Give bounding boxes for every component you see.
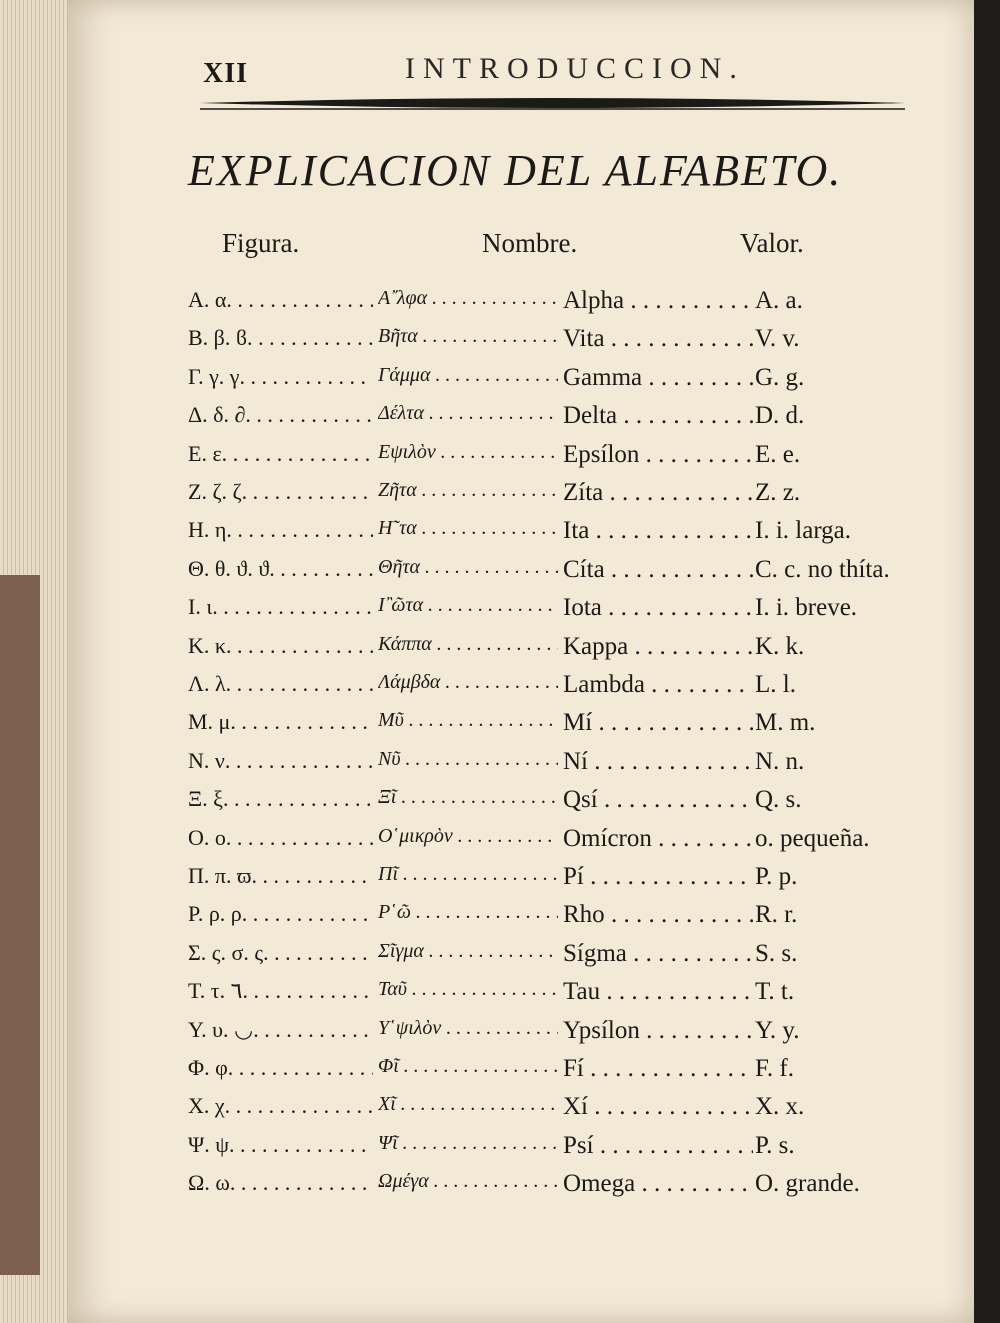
nombre-greek-cell: Ταῦ . . . — [378, 978, 558, 1001]
valor-cell: V. v. — [755, 325, 800, 353]
figura-cell: Κ. κ. . . . — [188, 633, 373, 659]
table-row — [0, 1170, 1000, 1206]
table-row — [0, 479, 1000, 515]
valor-cell: A. a. — [755, 287, 803, 314]
figura-cell: Τ. τ. ٦. . . . — [188, 978, 373, 1004]
figura-cell: Θ. θ. ϑ. ϑ. . . . — [188, 556, 373, 582]
figura-cell: Ο. ο. . . . — [188, 825, 373, 851]
column-header-figura: Figura. — [222, 228, 300, 258]
nombre-greek-cell: Η῀τα . . . — [378, 517, 558, 540]
nombre-greek-cell: Ζῆτα . . . — [378, 479, 558, 502]
valor-cell: S. s. — [755, 939, 798, 967]
nombre-cell: Epsílon . . . — [563, 441, 753, 469]
nombre-cell: Xí . . . — [563, 1093, 753, 1121]
valor-cell: K. k. — [755, 632, 805, 660]
header-rule — [200, 96, 905, 110]
nombre-cell: Cíta . . . — [563, 556, 753, 584]
table-row — [0, 1055, 1000, 1091]
nombre-greek-cell: Ξῖ . . . — [378, 786, 558, 809]
table-row — [0, 748, 1000, 784]
figura-cell: Ε. ε. . . . — [188, 441, 373, 467]
nombre-greek-cell: Ι῍ῶτα . . . — [378, 594, 558, 617]
table-row — [0, 325, 1000, 361]
nombre-cell: Ypsílon . . . — [563, 1017, 753, 1045]
figura-cell: Σ. ς. σ. ς. . . . — [188, 940, 373, 966]
nombre-greek-cell: Υ῾ψιλὸν . . . — [378, 1017, 558, 1040]
table-row — [0, 633, 1000, 669]
nombre-greek-cell: Νῦ . . . — [378, 748, 558, 771]
figura-cell: Μ. μ. . . . — [188, 709, 373, 735]
valor-cell: D. d. — [755, 402, 805, 430]
table-row — [0, 940, 1000, 976]
table-row — [0, 1093, 1000, 1129]
nombre-cell: Ní . . . — [563, 748, 753, 776]
valor-cell: I. i. breve. — [755, 594, 858, 622]
figura-cell: Ζ. ζ. ζ. . . . — [188, 479, 373, 505]
nombre-greek-cell: Βῆτα . . . — [378, 325, 558, 348]
valor-cell: R. r. — [755, 901, 798, 929]
table-row — [0, 594, 1000, 630]
figura-cell: Χ. χ. . . . — [188, 1093, 373, 1119]
figura-cell: Ν. ν. . . . — [188, 748, 373, 774]
valor-cell: X. x. — [755, 1093, 805, 1121]
running-head: INTRODUCCION. — [405, 52, 745, 85]
valor-cell: o. pequeña. — [755, 824, 870, 852]
nombre-greek-cell: Χῖ . . . — [378, 1093, 558, 1116]
figura-cell: Η. η. . . . — [188, 517, 373, 543]
page-title: EXPLICACION DEL ALFABETO. — [188, 146, 843, 195]
table-row — [0, 863, 1000, 899]
nombre-cell: Zíta . . . — [563, 479, 753, 507]
nombre-greek-cell: Δέλτα . . . — [378, 402, 558, 425]
table-row — [0, 556, 1000, 592]
nombre-cell: Omega . . . — [563, 1170, 753, 1198]
figura-cell: Υ. υ. ◡. . . . — [188, 1017, 373, 1043]
nombre-greek-cell: Μῦ . . . — [378, 709, 558, 732]
figura-cell: Γ. γ. γ. . . . — [188, 364, 373, 390]
nombre-cell: Delta . . . — [563, 402, 753, 430]
table-row — [0, 517, 1000, 553]
nombre-greek-cell: Ψῖ . . . — [378, 1132, 558, 1155]
figura-cell: Λ. λ. . . . — [188, 671, 373, 697]
valor-cell: T. t. — [755, 978, 795, 1006]
table-row — [0, 901, 1000, 937]
nombre-greek-cell: Ωμέγα . . . — [378, 1170, 558, 1193]
table-row — [0, 709, 1000, 745]
figura-cell: Β. β. ϐ. . . . — [188, 325, 373, 351]
valor-cell: I. i. larga. — [755, 517, 852, 545]
table-row — [0, 441, 1000, 477]
valor-cell: N. n. — [755, 747, 805, 775]
nombre-cell: Kappa . . . — [563, 633, 753, 661]
figura-cell: Π. π. ϖ. . . . — [188, 863, 373, 889]
nombre-cell: Ita . . . — [563, 517, 753, 545]
figura-cell: Ρ. ρ. ρ. . . . — [188, 901, 373, 927]
valor-cell: Q. s. — [755, 786, 802, 814]
nombre-greek-cell: Θῆτα . . . — [378, 556, 558, 579]
valor-cell: C. c. no thíta. — [755, 555, 890, 583]
nombre-greek-cell: Α῎λφα . . . — [378, 287, 558, 310]
nombre-greek-cell: Κάππα . . . — [378, 633, 558, 656]
table-row — [0, 978, 1000, 1014]
nombre-greek-cell: Ο῾μικρὸν . . . — [378, 825, 558, 848]
nombre-cell: Qsí . . . — [563, 786, 753, 814]
figura-cell: Ξ. ξ. . . . — [188, 786, 373, 812]
nombre-cell: Lambda . . . — [563, 671, 753, 699]
table-row — [0, 825, 1000, 861]
figura-cell: Ψ. ψ. . . . — [188, 1132, 373, 1158]
column-header-valor: Valor. — [740, 228, 804, 258]
nombre-greek-cell: Πῖ . . . — [378, 863, 558, 886]
table-row — [0, 364, 1000, 400]
table-row — [0, 1132, 1000, 1168]
nombre-greek-cell: Σῖγμα . . . — [378, 940, 558, 963]
valor-cell: G. g. — [755, 363, 805, 391]
nombre-greek-cell: Ρ῾ῶ . . . — [378, 901, 558, 924]
valor-cell: P. p. — [755, 863, 798, 890]
figura-cell: Ω. ω. . . . — [188, 1170, 373, 1196]
nombre-greek-cell: Γάμμα . . . — [378, 364, 558, 387]
table-row — [0, 287, 1000, 323]
nombre-cell: Pí . . . — [563, 863, 753, 891]
valor-cell: O. grande. — [755, 1170, 860, 1198]
nombre-greek-cell: Εψιλὸν . . . — [378, 441, 558, 464]
nombre-cell: Tau . . . — [563, 978, 753, 1006]
nombre-cell: Gamma . . . — [563, 364, 753, 392]
nombre-cell: Iota . . . — [563, 594, 753, 622]
table-row — [0, 786, 1000, 822]
valor-cell: E. e. — [755, 440, 801, 468]
nombre-greek-cell: Φῖ . . . — [378, 1055, 558, 1078]
figura-cell: Δ. δ. ∂. . . . — [188, 402, 373, 428]
valor-cell: P. s. — [755, 1131, 795, 1159]
nombre-cell: Fí . . . — [563, 1055, 753, 1083]
figura-cell: Ι. ι. . . . — [188, 594, 373, 620]
nombre-cell: Mí . . . — [563, 709, 753, 737]
valor-cell: L. l. — [755, 671, 796, 698]
nombre-cell: Sígma . . . — [563, 940, 753, 968]
nombre-cell: Rho . . . — [563, 901, 753, 929]
figura-cell: Φ. φ. . . . — [188, 1055, 373, 1081]
valor-cell: M. m. — [755, 709, 816, 737]
table-row — [0, 671, 1000, 707]
valor-cell: F. f. — [755, 1055, 794, 1082]
valor-cell: Z. z. — [755, 479, 801, 506]
figura-cell: Α. α. . . . — [188, 287, 373, 313]
table-row — [0, 1017, 1000, 1053]
nombre-cell: Vita . . . — [563, 325, 753, 353]
nombre-cell: Alpha . . . — [563, 287, 753, 315]
nombre-cell: Omícron . . . — [563, 825, 753, 853]
valor-cell: Y. y. — [755, 1016, 800, 1044]
nombre-greek-cell: Λάμβδα . . . — [378, 671, 558, 694]
nombre-cell: Psí . . . — [563, 1132, 753, 1160]
column-header-nombre: Nombre. — [482, 228, 578, 258]
page-number: XII — [203, 58, 249, 89]
table-row — [0, 402, 1000, 438]
